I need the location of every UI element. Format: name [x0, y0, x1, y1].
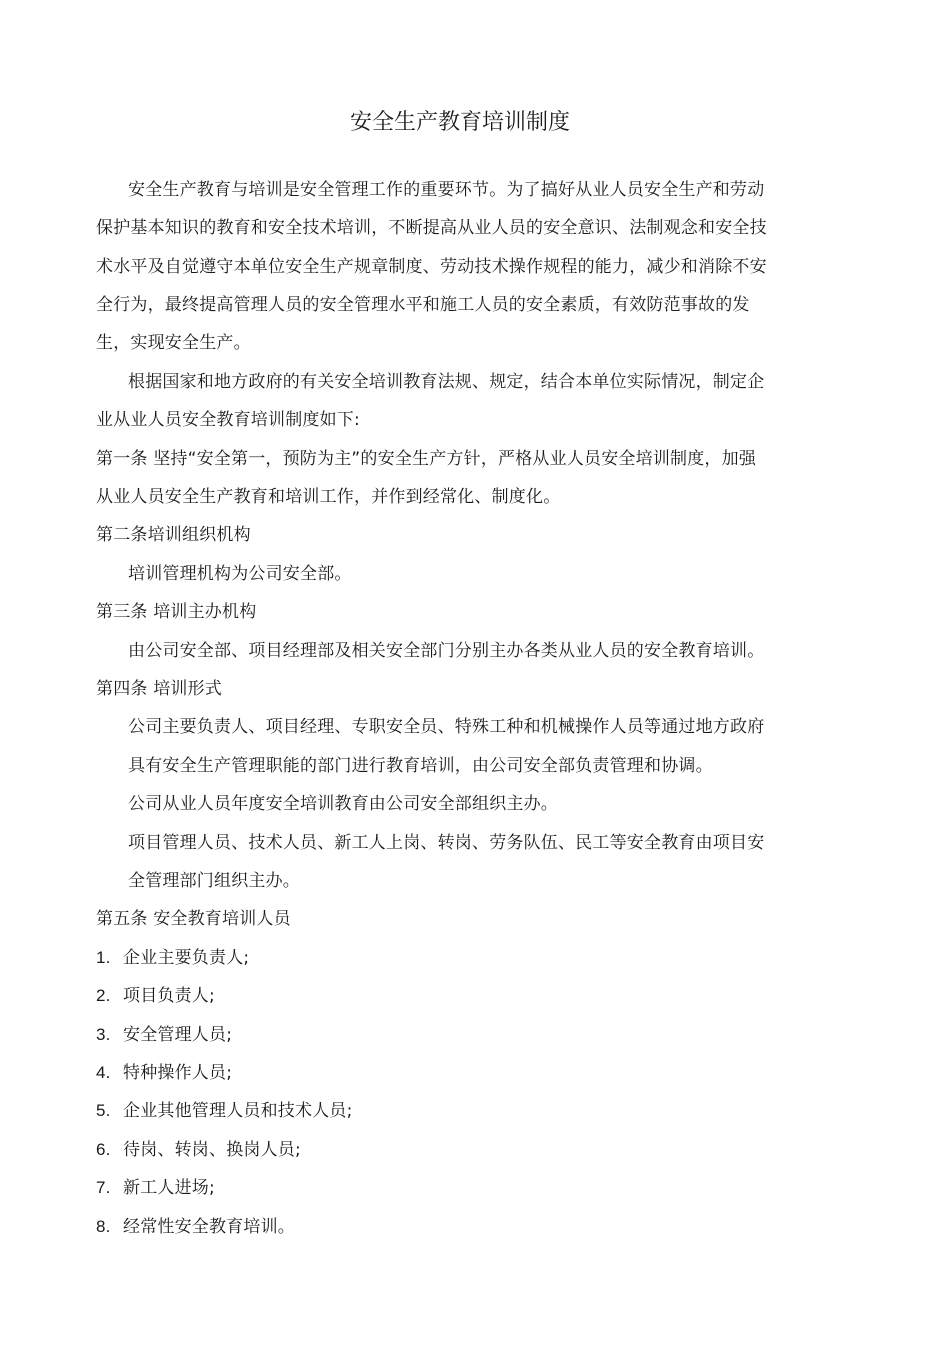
article2-heading: 第二条培训组织机构	[96, 525, 251, 545]
list-item	[96, 983, 215, 1009]
article4-line: 公司主要负责人、项目经理、专职安全员、特殊工种和机械操作人员等通过地方政府	[128, 717, 765, 737]
list-item-text: 项目负责人;	[123, 986, 215, 1006]
list-item	[96, 1022, 232, 1048]
article4-line: 全管理部门组织主办。	[128, 871, 300, 891]
intro-line: 安全生产教育与培训是安全管理工作的重要环节。为了搞好从业人员安全生产和劳动	[128, 180, 765, 200]
article4-heading: 第四条 培训形式	[96, 679, 223, 699]
list-item	[96, 945, 249, 971]
list-item-text: 新工人进场;	[123, 1178, 215, 1198]
list-item	[96, 1214, 295, 1240]
article3-body: 由公司安全部、项目经理部及相关安全部门分别主办各类从业人员的安全教育培训。	[128, 641, 765, 661]
list-item	[96, 1060, 232, 1086]
list-item-number: 6.	[96, 1140, 111, 1159]
list-item-number: 3.	[96, 1025, 111, 1044]
list-item-text: 待岗、转岗、换岗人员;	[123, 1140, 301, 1160]
list-item-text: 企业主要负责人;	[123, 948, 250, 968]
article1-line: 从业人员安全生产教育和培训工作，并作到经常化、制度化。	[96, 487, 561, 507]
article1-line: 第一条 坚持“安全第一，预防为主”的安全生产方针，严格从业人员安全培训制度，加强	[96, 449, 757, 469]
list-item-text: 特种操作人员;	[123, 1063, 233, 1083]
intro-line: 保护基本知识的教育和安全技术培训，不断提高从业人员的安全意识、法制观念和安全技	[96, 218, 767, 238]
list-item-text: 安全管理人员;	[123, 1025, 233, 1045]
intro-line: 全行为，最终提高管理人员的安全管理水平和施工人员的安全素质，有效防范事故的发	[96, 295, 750, 315]
intro-line: 生，实现安全生产。	[96, 333, 251, 353]
article4-line: 具有安全生产管理职能的部门进行教育培训，由公司安全部负责管理和协调。	[128, 756, 713, 776]
article5-heading: 第五条 安全教育培训人员	[96, 909, 291, 929]
list-item-number: 4.	[96, 1063, 111, 1082]
list-item	[96, 1098, 353, 1124]
list-item-text: 经常性安全教育培训。	[123, 1217, 295, 1237]
basis-line: 业从业人员安全教育培训制度如下:	[96, 410, 360, 430]
article4-line: 公司从业人员年度安全培训教育由公司安全部组织主办。	[128, 794, 558, 814]
article3-heading: 第三条 培训主办机构	[96, 602, 257, 622]
list-item-number: 2.	[96, 986, 111, 1005]
list-item-number: 8.	[96, 1217, 111, 1236]
article2-body: 培训管理机构为公司安全部。	[128, 564, 352, 584]
intro-line: 术水平及自觉遵守本单位安全生产规章制度、劳动技术操作规程的能力，减少和消除不安	[96, 257, 767, 277]
basis-line: 根据国家和地方政府的有关安全培训教育法规、规定，结合本单位实际情况，制定企	[128, 372, 765, 392]
list-item-text: 企业其他管理人员和技术人员;	[123, 1101, 353, 1121]
list-item-number: 7.	[96, 1178, 111, 1197]
list-item	[96, 1137, 301, 1163]
document-title: 安全生产教育培训制度	[349, 110, 570, 135]
list-item	[96, 1175, 215, 1201]
list-item-number: 1.	[96, 948, 111, 967]
article4-line: 项目管理人员、技术人员、新工人上岗、转岗、劳务队伍、民工等安全教育由项目安	[128, 833, 765, 853]
list-item-number: 5.	[96, 1101, 111, 1120]
